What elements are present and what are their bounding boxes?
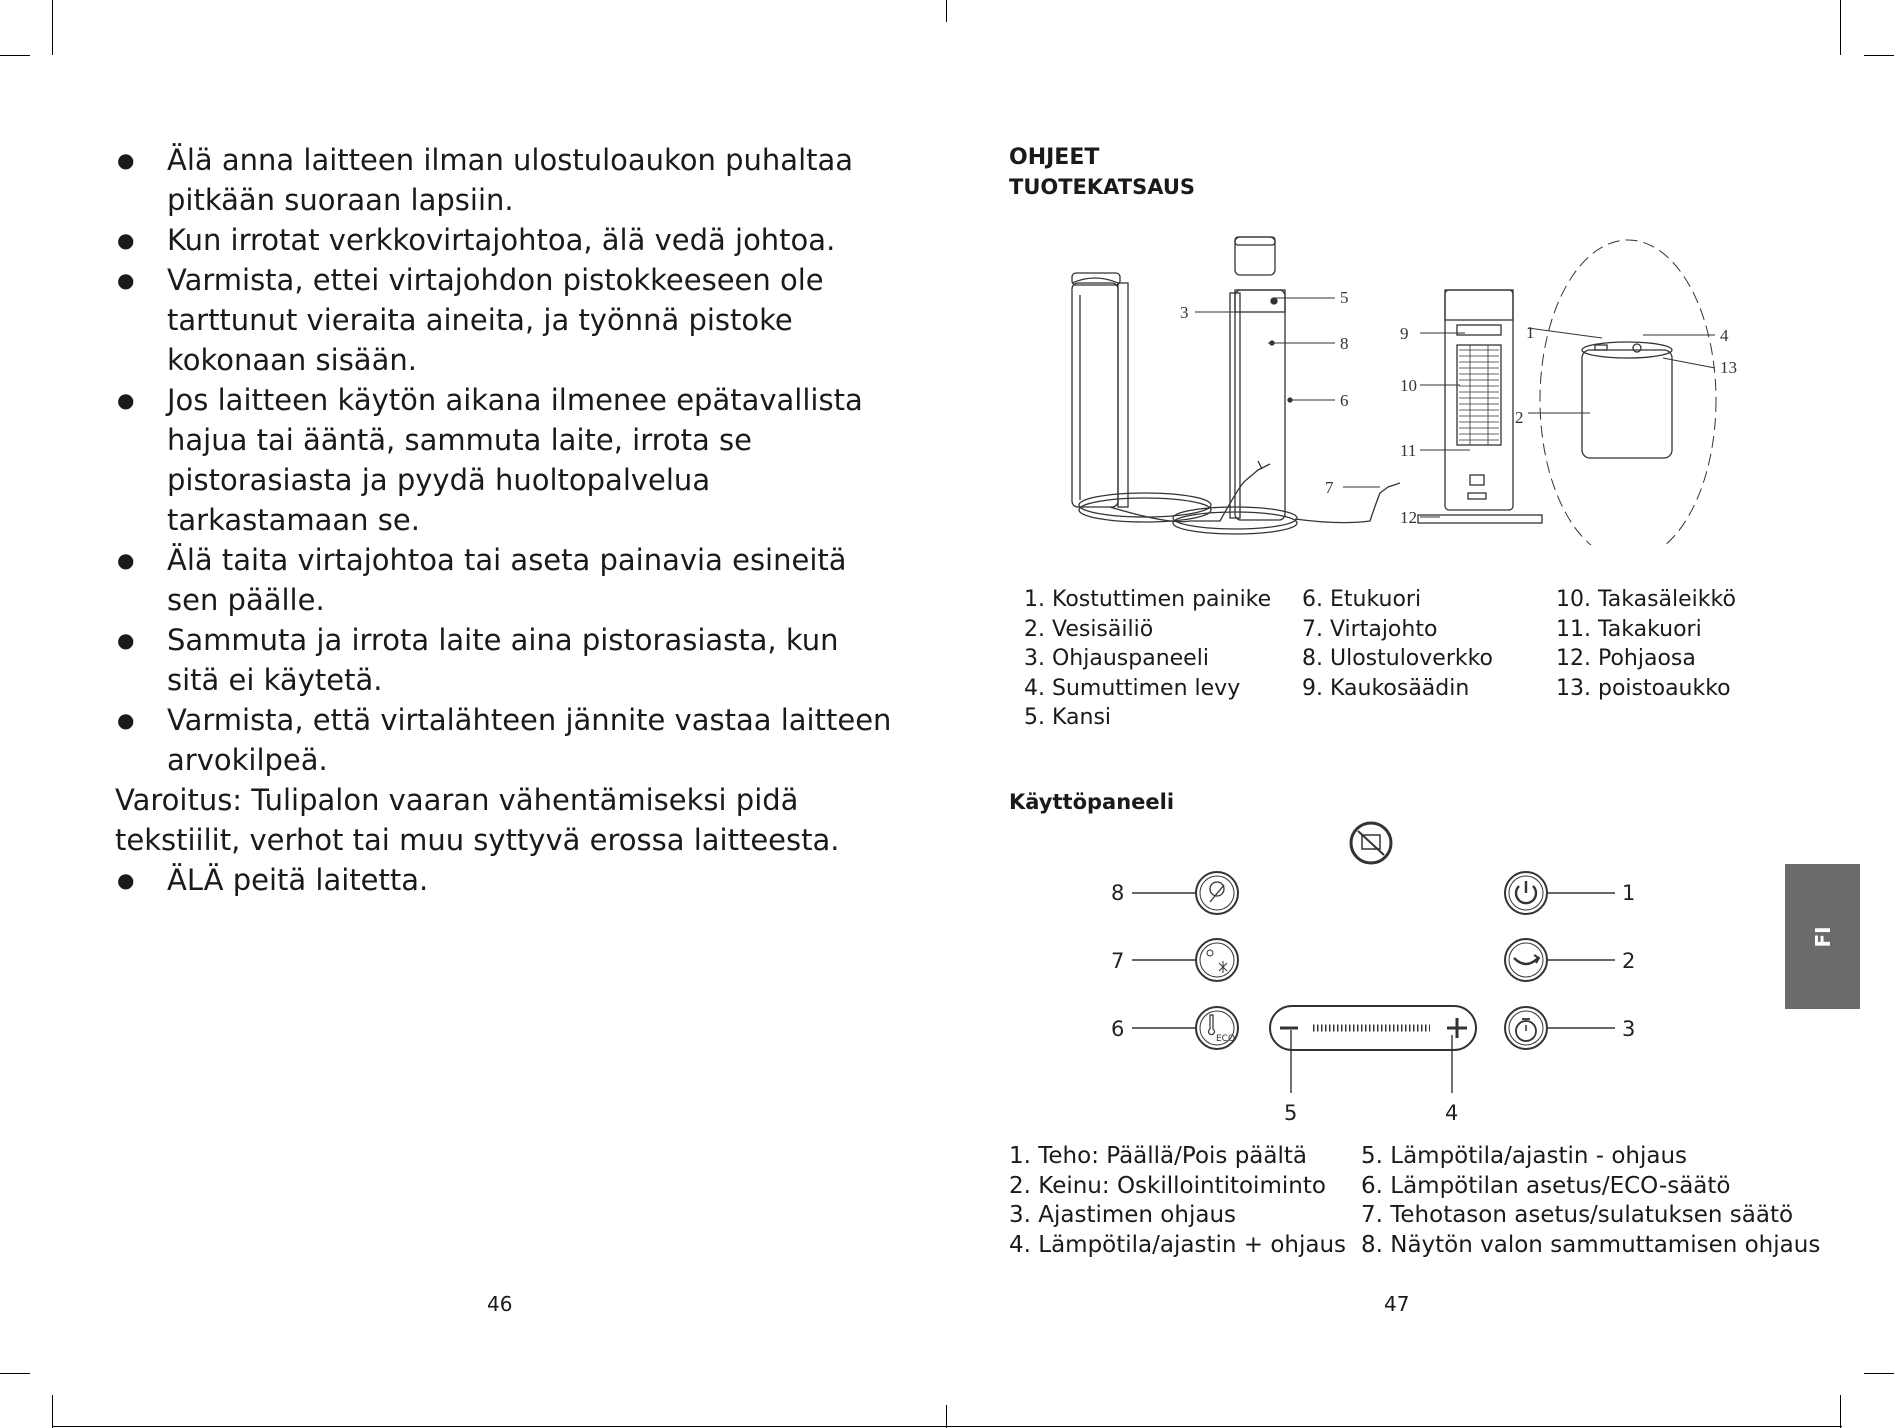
list-item: 6. Etukuori xyxy=(1302,587,1422,612)
panel-callout-3: 3 xyxy=(1622,1017,1636,1041)
oscillation-button-icon xyxy=(1505,939,1547,981)
bullet-item: ● Jos laitteen käytön aikana ilmenee epätavallista hajua tai ääntä, sammuta laite, irrota se pistorasiasta ja pyydä huoltopalvelua tarkastamaan se. xyxy=(115,380,895,540)
bullet-item: ● Kun irrotat verkkovirtajohtoa, älä vedä johtoa. xyxy=(115,220,895,260)
bullet-item: ● Älä taita virtajohtoa tai aseta painavia esineitä sen päälle. xyxy=(115,540,895,620)
parts-list-col3 xyxy=(1556,585,1736,703)
crop-mark xyxy=(946,1405,947,1428)
section-subheading: TUOTEKATSAUS xyxy=(1009,175,1196,199)
panel-callout-1: 1 xyxy=(1622,881,1636,905)
panel-callout-5: 5 xyxy=(1284,1101,1298,1125)
detail-circle xyxy=(1540,240,1716,545)
heater-tower-exploded xyxy=(1173,237,1297,534)
section-heading: OHJEET xyxy=(1009,145,1100,170)
crop-mark xyxy=(946,0,947,22)
list-item: 1. Teho: Päällä/Pois päältä xyxy=(1009,1143,1308,1169)
list-item: 7. Virtajohto xyxy=(1302,616,1438,642)
panel-callout-4: 4 xyxy=(1445,1101,1459,1125)
list-item: 3. Ohjauspaneeli xyxy=(1024,646,1209,671)
panel-callout-lines xyxy=(1132,893,1615,1093)
list-item: 5. Lämpötila/ajastin - ohjaus xyxy=(1361,1143,1688,1169)
callout-12: 12 xyxy=(1400,508,1417,527)
callout-10: 10 xyxy=(1400,376,1417,395)
callout-9: 9 xyxy=(1400,324,1409,343)
warning-text: Varoitus: Tulipalon vaaran vähentämiseksi pidä tekstiilit, verhot tai muu syttyvä erossa laitteesta. xyxy=(115,783,840,857)
power-cord xyxy=(1295,483,1400,523)
callout-2: 2 xyxy=(1515,408,1524,427)
bullet-item: ● ÄLÄ peitä laitetta. xyxy=(115,860,895,900)
callout-4: 4 xyxy=(1720,326,1729,345)
list-item: 3. Ajastimen ohjaus xyxy=(1009,1202,1237,1228)
list-item: 9. Kaukosäädin xyxy=(1302,675,1470,701)
safety-instructions xyxy=(115,140,895,900)
list-item: 7. Tehotason asetus/sulatuksen säätö xyxy=(1361,1202,1794,1228)
page-number-left: 46 xyxy=(487,1292,513,1316)
crop-mark xyxy=(0,1373,30,1374)
parts-list-col2 xyxy=(1302,585,1493,703)
heater-back-view xyxy=(1418,290,1542,523)
panel-callout-6: 6 xyxy=(1111,1017,1125,1041)
callout-5: 5 xyxy=(1340,288,1349,307)
crop-mark xyxy=(1864,1373,1894,1374)
language-tab-label: FI xyxy=(1810,925,1835,948)
bottom-rule xyxy=(52,1426,1842,1427)
bullet-item: ● Varmista, että virtalähteen jännite vastaa laitteen arvokilpeä. xyxy=(115,700,895,780)
callout-1: 1 xyxy=(1526,323,1535,342)
eco-label: ECO xyxy=(1216,1034,1236,1044)
list-item: 11. Takakuori xyxy=(1556,616,1702,642)
display-off-icon xyxy=(1351,823,1391,863)
crop-mark xyxy=(0,55,30,56)
temperature-eco-icon xyxy=(1196,1007,1238,1049)
power-level-defrost-icon xyxy=(1196,939,1238,981)
controls-list-col2 xyxy=(1361,1142,1820,1260)
crop-mark xyxy=(1840,0,1841,55)
list-item: 12. Pohjaosa xyxy=(1556,646,1696,671)
heater-tower-front xyxy=(1072,273,1211,522)
list-item: 1. Kostuttimen painike xyxy=(1024,587,1272,612)
crop-mark xyxy=(1864,55,1894,56)
water-tank-detail xyxy=(1582,342,1672,458)
crop-mark xyxy=(52,1395,53,1428)
list-item: 6. Lämpötilan asetus/ECO-säätö xyxy=(1361,1172,1731,1199)
product-diagram xyxy=(1040,225,1760,545)
list-item: 4. Sumuttimen levy xyxy=(1024,675,1241,701)
bullet-list xyxy=(115,860,895,900)
list-item: 4. Lämpötila/ajastin + ohjaus xyxy=(1009,1231,1347,1258)
timer-button-icon xyxy=(1505,1007,1547,1049)
bullet-list xyxy=(115,140,895,780)
callout-6: 6 xyxy=(1340,391,1349,410)
crop-mark xyxy=(1840,1395,1841,1428)
light-off-button-icon xyxy=(1196,872,1238,914)
callout-13: 13 xyxy=(1720,358,1737,377)
crop-mark xyxy=(52,0,53,55)
list-item: 2. Vesisäiliö xyxy=(1024,616,1154,642)
panel-callout-8: 8 xyxy=(1111,881,1125,905)
callout-3: 3 xyxy=(1180,303,1189,322)
language-tab xyxy=(1785,864,1860,1009)
page-number-right: 47 xyxy=(1384,1292,1410,1316)
section-heading: Käyttöpaneeli xyxy=(1009,790,1175,814)
callout-lines xyxy=(1195,298,1715,517)
callout-8: 8 xyxy=(1340,334,1349,353)
list-item: 8. Ulostuloverkko xyxy=(1302,646,1494,671)
list-item: 2. Keinu: Oskillointitoiminto xyxy=(1009,1172,1326,1199)
temperature-timer-slider xyxy=(1270,1006,1476,1050)
list-item: 8. Näytön valon sammuttamisen ohjaus xyxy=(1361,1231,1821,1258)
callout-7: 7 xyxy=(1325,478,1334,497)
bullet-item: ● Varmista, ettei virtajohdon pistokkeeseen ole tarttunut vieraita aineita, ja työnnä pistoke kokonaan sisään. xyxy=(115,260,895,380)
list-item: 13. poistoaukko xyxy=(1556,675,1731,701)
bullet-item: ● Sammuta ja irrota laite aina pistorasiasta, kun sitä ei käytetä. xyxy=(115,620,895,700)
controls-list-col1 xyxy=(1009,1142,1346,1260)
list-item: 10. Takasäleikkö xyxy=(1556,587,1736,612)
parts-list-col1 xyxy=(1024,585,1271,733)
bullet-item: ● Älä anna laitteen ilman ulostuloaukon puhaltaa pitkään suoraan lapsiin. xyxy=(115,140,895,220)
panel-callout-2: 2 xyxy=(1622,949,1636,973)
power-button-icon xyxy=(1505,872,1547,914)
control-panel-diagram xyxy=(1100,815,1660,1135)
panel-callout-7: 7 xyxy=(1111,949,1125,973)
list-item: 5. Kansi xyxy=(1024,705,1112,730)
callout-11: 11 xyxy=(1400,441,1417,460)
